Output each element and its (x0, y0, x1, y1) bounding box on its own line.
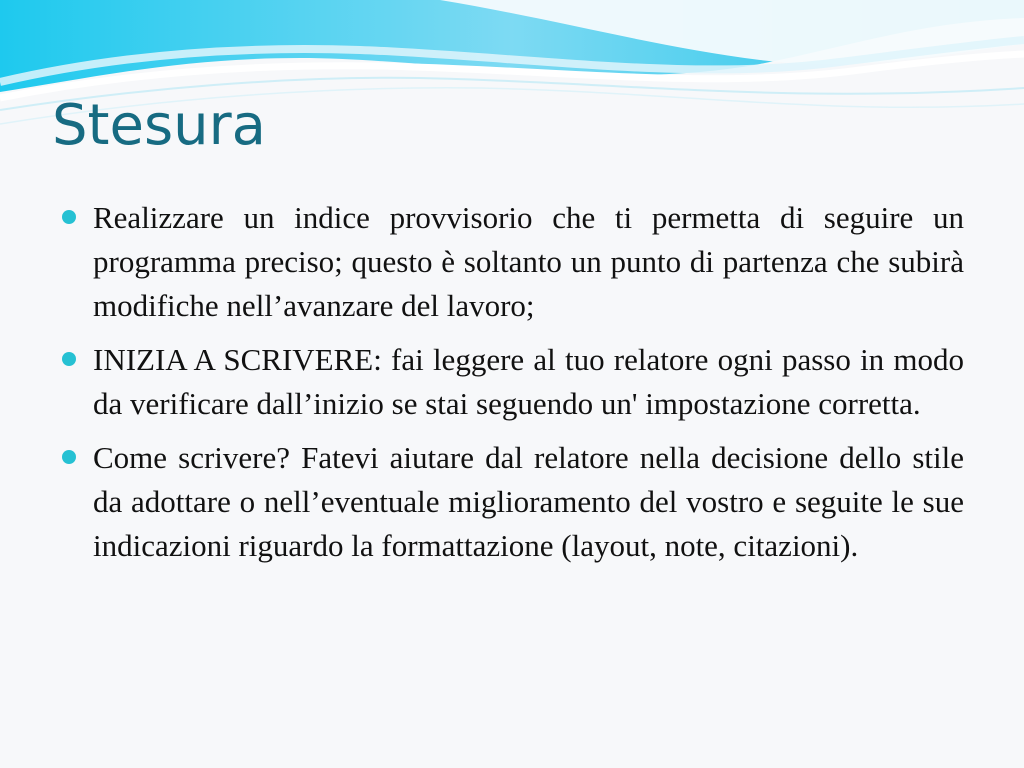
bullet-dot-icon (62, 352, 76, 366)
bullet-text-1: Realizzare un indice provvisorio che ti permetta di seguire un programma preciso; questo è soltanto un punto di partenza che subirà modifiche nell’avanzare del lavoro; (93, 200, 964, 323)
page-title: Stesura (52, 93, 266, 158)
bullet-text-3: Come scrivere? Fatevi aiutare dal relatore nella decisione dello stile da adottare o nell’eventuale miglioramento del vostro e seguite le sue indicazioni riguardo la formattazione (layout, note, citazioni). (93, 440, 964, 563)
bullet-item-2 (62, 338, 964, 426)
bullet-text-2: INIZIA A SCRIVERE: fai leggere al tuo relatore ogni passo in modo da verificare dall’inizio se stai seguendo un' impostazione corretta. (93, 342, 964, 421)
bullet-list (62, 196, 964, 578)
bullet-item-3 (62, 436, 964, 568)
bullet-item-1 (62, 196, 964, 328)
bullet-dot-icon (62, 450, 76, 464)
bullet-dot-icon (62, 210, 76, 224)
